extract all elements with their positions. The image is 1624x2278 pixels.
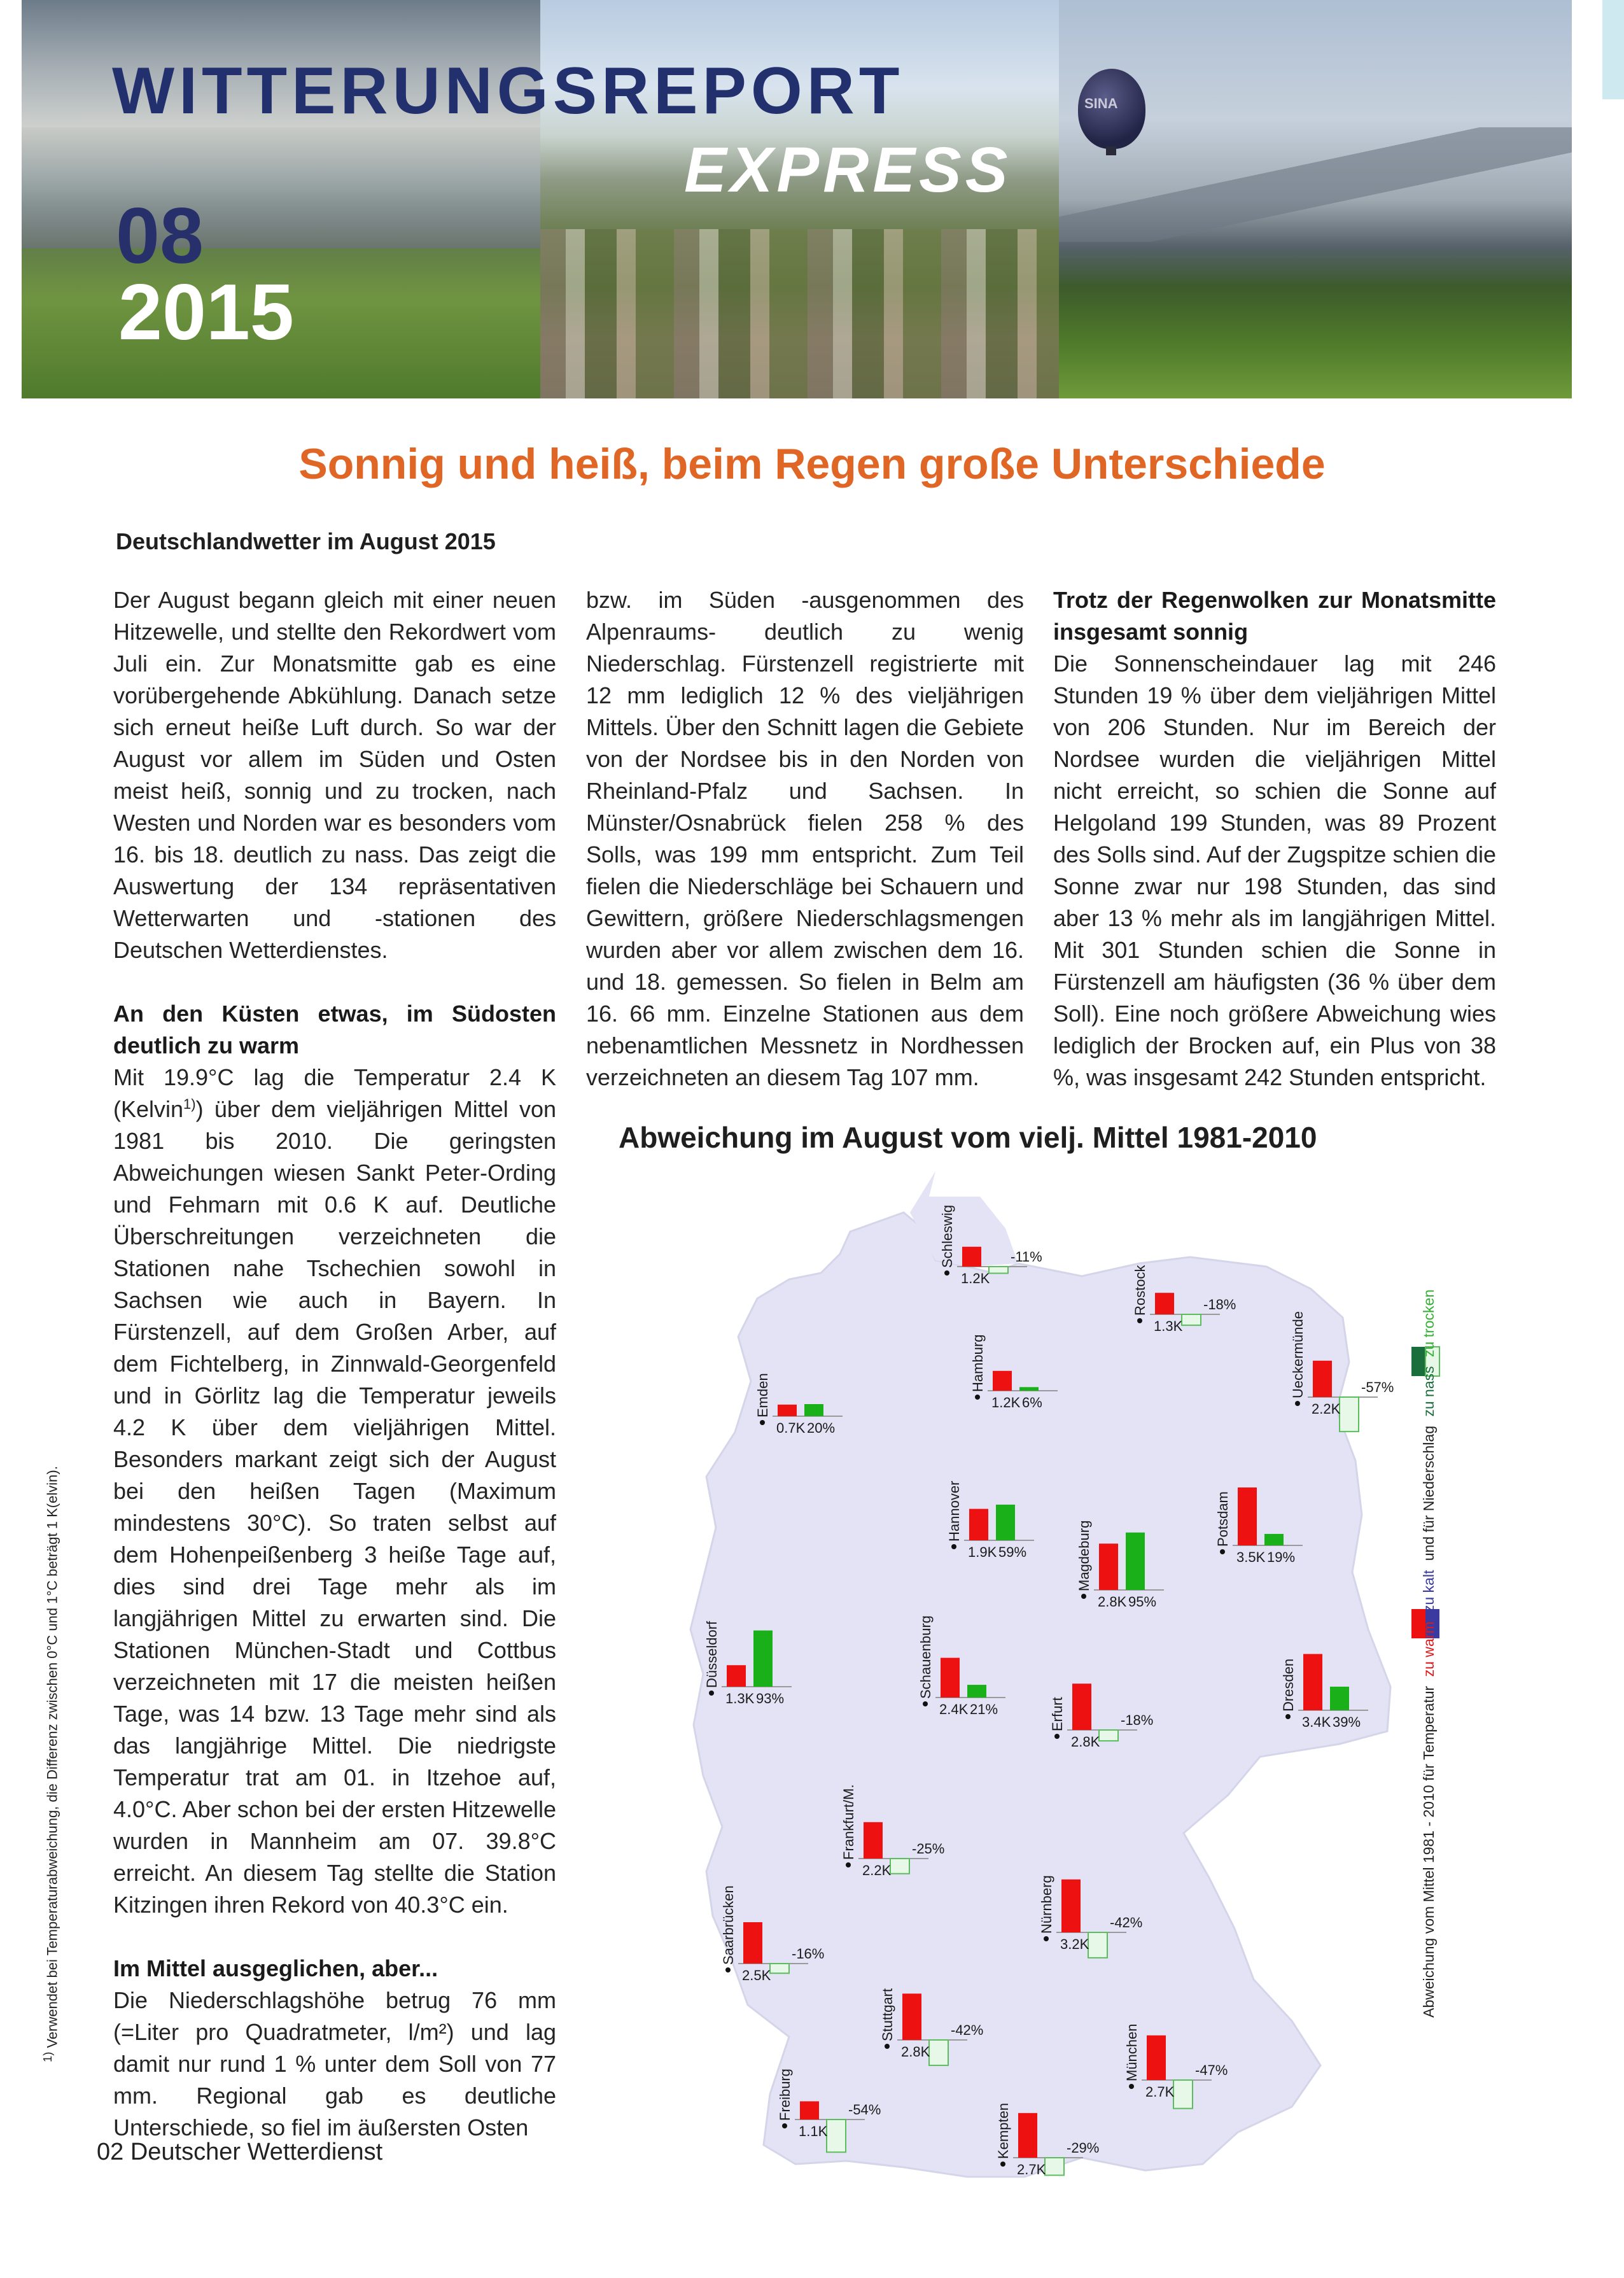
- temperature-label: 1.1K: [799, 2123, 828, 2139]
- station-dot: [1137, 1318, 1142, 1323]
- paragraph-intro: Der August begann gleich mit einer neuen Hitzewelle, und stellte den Rekordwert vom Juli ein. Zur Monatsmitte gab es eine vorübergehende Abkühlung. Danach setze sich erneut heiße Luft durch. So war der August vor allem im Süden und Osten meist heiß, sonnig und zu trocken, nach Westen und Norden war es besonders vom 16. bis 18. deutlich zu nass. Das zeigt die Auswertung der 134 repräsentativen Wetterwarten und -stationen des Deutschen Wetterdienstes.: [113, 587, 556, 963]
- precipitation-label: 6%: [1022, 1395, 1042, 1410]
- station-dot: [760, 1420, 765, 1425]
- precipitation-bar: [1264, 1534, 1284, 1545]
- paragraph-temperature: Mit 19.9°C lag die Temperatur 2.4 K (Kelvin$^{1)}$) über dem vieljährigen Mittel von 1981 bis 2010. Die geringsten Abweichungen wiesen Sankt Peter-Ording und Fehmarn mit 0.6 K auf. Deutliche Überschreitungen verzeichneten die Stationen nahe Tschechien sowohl in Sachsen wie auch in Bayern. In Fürstenzell, auf dem Großen Arber, auf dem Fichtelberg, in Zinnwald-Georgenfeld und in Görlitz lag die Temperatur jeweils 4.2 K über dem vieljährigen Mittel. Besonders markant zeigt sich der August bei den heißen Tagen (Maximum mindestens 30°C). So traten selbst auf dem Hohenpeißenberg 3 heiße Tage auf, dies sind drei Tage mehr als im langjährigen Mittel zu erwarten sind. Die Stationen München-Stadt und Cottbus verzeichneten mit 17 die meisten heißen Tage, was 14 bzw. 13 Tage mehr sind als das langjährige Mittel. Die niedrigste Temperatur trat am 01. in Itzehoe auf, 4.0°C. Aber schon bei der ersten Hitzewelle wurden in Mannheim am 07. 39.8°C erreicht. An diesem Tag stellte die Station Kitzingen ihren Rekord von 40.3°C ein.: [113, 1064, 556, 1918]
- precipitation-label: -42%: [1110, 1915, 1143, 1930]
- balloon-lettering: SINA: [1084, 95, 1118, 111]
- precipitation-label: -29%: [1067, 2140, 1100, 2156]
- precipitation-bar: [989, 1267, 1008, 1273]
- precipitation-bar: [1182, 1314, 1201, 1325]
- station-dot: [885, 2044, 890, 2049]
- map-title: Abweichung im August vom vielj. Mittel 1981-2010: [619, 1121, 1317, 1154]
- paragraph-sunshine: Die Sonnenscheindauer lag mit 246 Stunden 19 % über dem vieljährigen Mittel von 206 Stunden. Nur im Bereich der Nordsee wurden die vieljährigen Mittel nicht erreicht, so schien die Sonne auf Helgoland 199 Stunden, was 89 Prozent des Solls sind. Auf der Zugspitze schien die Sonne zwar nur 198 Stunden, das sind aber 13 % mehr als im langjährigen Mittel. Mit 301 Stunden schien die Sonne in Fürstenzell am häufigsten (36 % über dem Soll). Eine noch größere Abweichung wies lediglich der Brocken auf, ein Plus von 38 %, was insgesamt 242 Stunden entspricht.: [1053, 650, 1496, 1090]
- temperature-label: 2.7K: [1145, 2084, 1175, 2100]
- legend-mid: und für Niederschlag: [1420, 1426, 1437, 1561]
- precipitation-bar: [1019, 1387, 1039, 1391]
- precipitation-bar: [827, 2120, 846, 2152]
- precipitation-label: -57%: [1361, 1379, 1394, 1395]
- precipitation-label: -54%: [848, 2102, 881, 2118]
- station-dot: [846, 1862, 851, 1867]
- station-dot: [951, 1544, 956, 1549]
- temperature-bar: [1303, 1654, 1322, 1710]
- precipitation-bar: [770, 1964, 789, 1973]
- temperature-label: 1.2K: [991, 1395, 1021, 1410]
- temperature-bar: [1155, 1293, 1174, 1314]
- city-name: Schauenburg: [918, 1615, 934, 1699]
- article-headline: Sonnig und heiß, beim Regen große Unterschiede: [298, 440, 1326, 488]
- precipitation-bar: [967, 1685, 986, 1698]
- city-name: Schleswig: [939, 1204, 955, 1268]
- precipitation-bar: [1340, 1397, 1359, 1431]
- station-dot: [1295, 1401, 1300, 1406]
- precipitation-bar: [1126, 1533, 1145, 1590]
- legend-prefix: Abweichung vom Mittel 1981 - 2010 für Temperatur: [1420, 1685, 1437, 2018]
- temperature-label: 1.3K: [1154, 1318, 1183, 1334]
- temperature-label: 1.9K: [968, 1544, 997, 1560]
- temperature-bar: [902, 1993, 921, 2040]
- station-dot: [975, 1395, 980, 1400]
- precipitation-bar: [1045, 2158, 1064, 2176]
- precipitation-label: -47%: [1195, 2062, 1228, 2078]
- city-name: Nürnberg: [1039, 1875, 1054, 1934]
- station-dot: [1129, 2084, 1134, 2089]
- temperature-bar: [1147, 2035, 1166, 2080]
- precipitation-label: -18%: [1203, 1297, 1236, 1312]
- station-dot: [1044, 1936, 1049, 1941]
- city-name: München: [1124, 2023, 1140, 2081]
- city-name: Frankfurt/M.: [841, 1784, 857, 1860]
- temperature-bar: [1238, 1487, 1257, 1545]
- paragraph-precipitation-continued: bzw. im Süden -ausgenommen des Alpenraums- deutlich zu wenig Niederschlag. Fürstenzell registrierte mit 12 mm lediglich 12 % des vieljährigen Mittels. Über den Schnitt lagen die Gebiete von der Nordsee bis in den Norden von Rheinland-Pfalz und Sachsen. In Münster/Osnabrück fielen 258 % des Solls, was 199 mm entspricht. Zum Teil fielen die Niederschläge bei Schauern und Gewittern, größere Niederschlagsmengen wurden aber vor allem zwischen dem 16. und 18. gemessen. So fielen in Belm am 16. 66 mm. Einzelne Stationen aus dem nebenamtlichen Messnetz in Nordhessen verzeichneten an diesem Tag 107 mm.: [586, 587, 1024, 1090]
- precipitation-label: -42%: [951, 2022, 984, 2038]
- station-dot: [725, 1967, 731, 1972]
- temperature-bar: [800, 2101, 819, 2120]
- section-heading-temperature: An den Küsten etwas, im Südosten deutlich zu warm: [113, 1001, 556, 1058]
- station-dot: [1054, 1734, 1060, 1739]
- footnote-marker: 1): [183, 1096, 196, 1112]
- city-name: Hannover: [946, 1480, 962, 1542]
- precipitation-bar: [1088, 1932, 1107, 1958]
- legend-wet: zu nass: [1420, 1366, 1437, 1417]
- article-subheading: Deutschlandwetter im August 2015: [116, 528, 496, 554]
- issue-year: 2015: [118, 269, 294, 356]
- station-dot: [944, 1270, 949, 1276]
- footnote-text: Verwendet bei Temperaturabweichung, die Differenz zwischen 0°C und 1°C beträgt 1 K(elvin).: [44, 1466, 60, 2048]
- city-name: Magdeburg: [1076, 1520, 1092, 1591]
- temperature-label: 2.8K: [1098, 1594, 1127, 1610]
- temperature-bar: [969, 1509, 988, 1540]
- precipitation-bar: [753, 1631, 773, 1687]
- city-name: Erfurt: [1049, 1697, 1065, 1731]
- temperature-label: 3.4K: [1302, 1714, 1331, 1730]
- temperature-label: 2.4K: [939, 1701, 969, 1717]
- precipitation-bar: [929, 2040, 948, 2065]
- precipitation-label: 21%: [970, 1701, 998, 1717]
- city-name: Freiburg: [777, 2069, 793, 2121]
- temperature-label: 2.7K: [1017, 2162, 1046, 2177]
- temperature-label: 2.5K: [742, 1967, 771, 1983]
- temperature-bar: [1018, 2113, 1037, 2158]
- temperature-bar: [727, 1665, 746, 1687]
- temperature-bar: [1061, 1880, 1081, 1932]
- precipitation-label: 93%: [756, 1691, 785, 1706]
- station-dot: [1285, 1714, 1291, 1719]
- temperature-bar: [941, 1658, 960, 1698]
- precipitation-bar: [804, 1404, 823, 1416]
- temperature-bar: [1072, 1684, 1091, 1730]
- precipitation-bar: [1099, 1730, 1118, 1741]
- precipitation-bar: [996, 1505, 1015, 1540]
- legend-dry: zu trocken: [1420, 1289, 1437, 1357]
- city-name: Ueckermünde: [1290, 1311, 1306, 1398]
- city-name: Emden: [755, 1373, 771, 1417]
- precipitation-bar: [890, 1859, 909, 1874]
- precipitation-bar: [1173, 2080, 1193, 2109]
- city-name: Hamburg: [970, 1334, 986, 1392]
- precipitation-label: -16%: [792, 1946, 825, 1962]
- temperature-label: 2.2K: [1312, 1401, 1341, 1417]
- precipitation-label: -11%: [1011, 1249, 1042, 1265]
- temperature-bar: [743, 1922, 762, 1964]
- temperature-bar: [1313, 1361, 1332, 1397]
- precipitation-label: 19%: [1267, 1549, 1296, 1565]
- map-legend: [1420, 1284, 1438, 2018]
- city-name: Rostock: [1132, 1265, 1148, 1316]
- temperature-label: 1.3K: [725, 1691, 755, 1706]
- precipitation-label: 20%: [807, 1420, 836, 1436]
- city-name: Potsdam: [1215, 1491, 1231, 1547]
- station-dot: [782, 2123, 787, 2128]
- temperature-label: 2.2K: [862, 1862, 892, 1878]
- city-name: Stuttgart: [879, 1988, 895, 2041]
- precipitation-label: 59%: [998, 1544, 1027, 1560]
- city-name: Kempten: [995, 2102, 1011, 2159]
- footnote-mark: 1): [41, 2051, 54, 2062]
- station-dot: [1081, 1594, 1086, 1599]
- section-heading-precipitation: Im Mittel ausgeglichen, aber...: [113, 1955, 438, 1981]
- station-dot: [709, 1691, 714, 1696]
- precipitation-bar: [1330, 1687, 1349, 1710]
- station-dot: [1220, 1549, 1225, 1554]
- temperature-label: 1.2K: [961, 1270, 990, 1286]
- temperature-bar: [993, 1371, 1012, 1391]
- temperature-bar: [778, 1405, 797, 1416]
- issue-month: 08: [116, 192, 204, 280]
- precipitation-label: -18%: [1121, 1712, 1154, 1728]
- station-dot: [923, 1701, 928, 1706]
- section-heading-sunshine: Trotz der Regenwolken zur Monatsmitte insgesamt sonnig: [1053, 587, 1496, 645]
- temperature-label: 2.8K: [901, 2044, 930, 2060]
- legend-warm: zu warm: [1420, 1621, 1437, 1677]
- station-dot: [1000, 2162, 1005, 2167]
- page-footer: 02 Deutscher Wetterdienst: [97, 2139, 383, 2165]
- temperature-label: 0.7K: [776, 1420, 806, 1436]
- precipitation-label: -25%: [912, 1841, 945, 1857]
- legend-cold: zu kalt: [1420, 1570, 1437, 1613]
- temperature-label: 2.8K: [1071, 1734, 1100, 1750]
- temperature-bar: [962, 1247, 981, 1267]
- city-name: Düsseldorf: [704, 1621, 720, 1688]
- report-title: WITTERUNGSREPORT: [112, 54, 904, 128]
- city-name: Dresden: [1280, 1658, 1296, 1712]
- temperature-label: 3.5K: [1236, 1549, 1266, 1565]
- temperature-bar: [1099, 1543, 1118, 1590]
- paragraph-precipitation: Die Niederschlagshöhe betrug 76 mm (=Liter pro Quadratmeter, l/m²) und lag damit nur rund 1 % unter dem Soll von 77 mm. Regional gab es deutliche Unterschiede, so fiel im äußersten Osten: [113, 1987, 556, 2141]
- precipitation-label: 95%: [1128, 1594, 1157, 1610]
- precipitation-label: 39%: [1333, 1714, 1361, 1730]
- report-subtitle: EXPRESS: [684, 134, 1012, 206]
- temperature-bar: [864, 1822, 883, 1859]
- temperature-label: 3.2K: [1060, 1936, 1089, 1952]
- city-name: Saarbrücken: [720, 1885, 736, 1965]
